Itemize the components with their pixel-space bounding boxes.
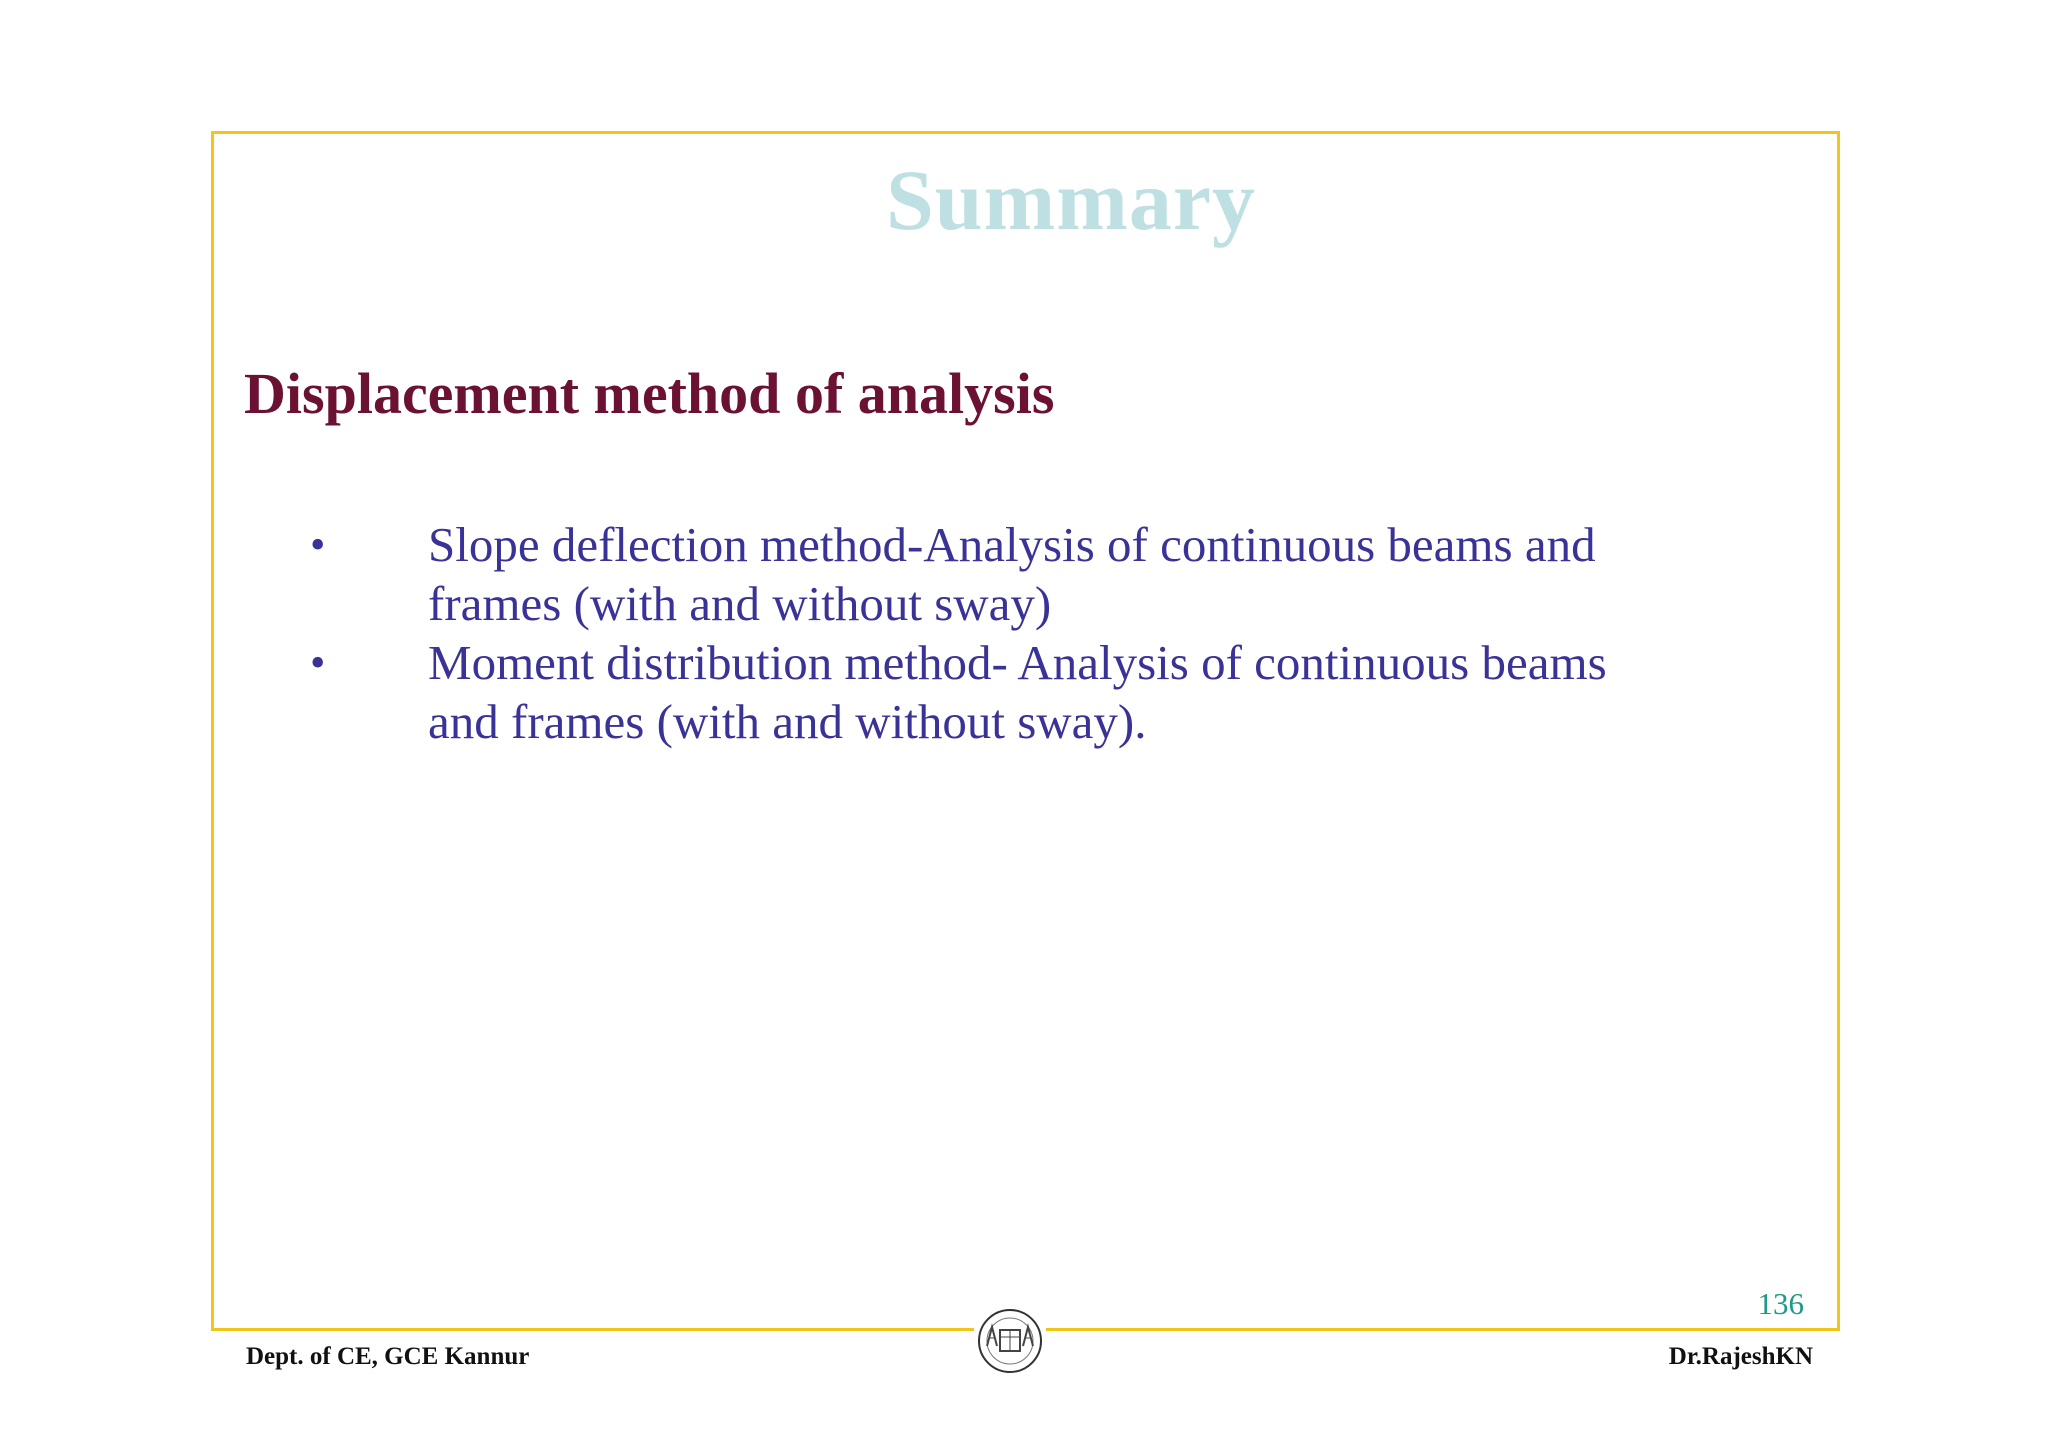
college-seal-icon <box>974 1305 1046 1377</box>
bullet-item <box>310 633 1790 751</box>
bullet-marker: • <box>310 520 326 569</box>
page-number: 136 <box>1757 1286 1804 1321</box>
footer-author: Dr.RajeshKN <box>1668 1343 1813 1370</box>
slide-title: Summary <box>885 152 1257 248</box>
section-heading: Displacement method of analysis <box>244 361 1055 426</box>
bullet-text-line: Slope deflection method-Analysis of continuous beams and <box>428 517 1596 572</box>
bullet-text-line: frames (with and without sway) <box>428 576 1052 631</box>
bullet-list <box>310 515 1790 751</box>
bullet-text-line: Moment distribution method- Analysis of continuous beams <box>428 635 1607 690</box>
bullet-text-line: and frames (with and without sway). <box>428 694 1147 749</box>
bullet-item <box>310 515 1790 633</box>
bullet-marker: • <box>310 638 326 687</box>
footer-department: Dept. of CE, GCE Kannur <box>246 1343 530 1370</box>
